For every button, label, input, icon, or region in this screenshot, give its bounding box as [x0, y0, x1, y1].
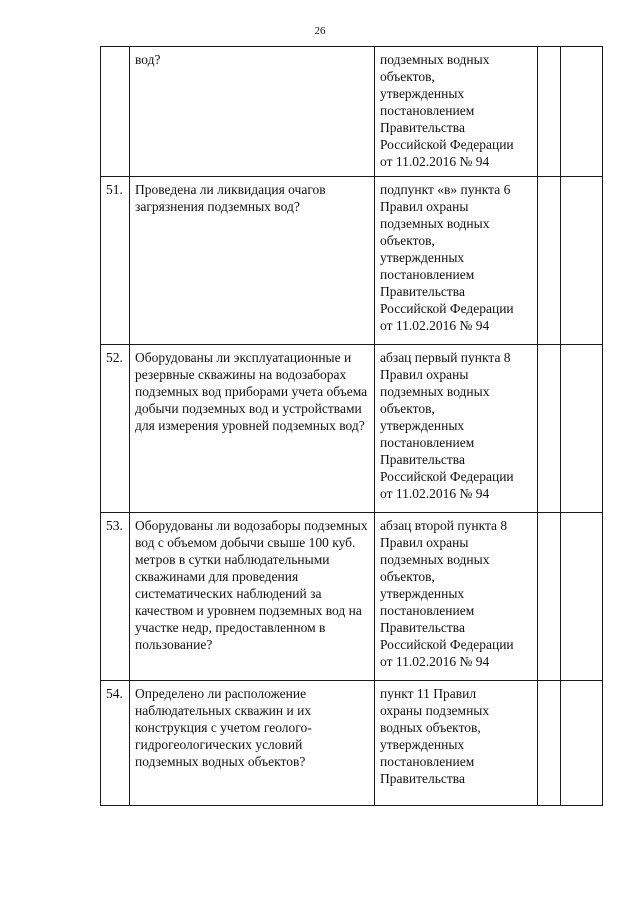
reference-line: от 11.02.2016 № 94 — [380, 486, 490, 501]
reference-line: Правительства — [380, 452, 465, 467]
note-cell[interactable] — [561, 513, 603, 681]
note-cell[interactable] — [561, 177, 603, 345]
reference-line: Правительства — [380, 120, 465, 135]
reference-line: объектов, — [380, 233, 435, 248]
reference-line: Правительства — [380, 771, 465, 786]
reference-cell — [375, 177, 538, 345]
reference-line: Правил охраны — [380, 199, 469, 214]
reference-line: Российской Федерации — [380, 637, 514, 652]
reference-line: объектов, — [380, 69, 435, 84]
reference-line: Правил охраны — [380, 535, 469, 550]
reference-line: от 11.02.2016 № 94 — [380, 154, 490, 169]
reference-line: постановлением — [380, 603, 475, 618]
reference-line: постановлением — [380, 103, 475, 118]
row-number: 54. — [101, 681, 130, 806]
reference-line: утвержденных — [380, 586, 465, 601]
reference-line: утвержденных — [380, 418, 465, 433]
question-cell: Оборудованы ли водозаборы подземных вод с объемом добычи свыше 100 куб. метров в сутки наблюдательными скважинами для проведения систематических наблюдений за качеством и уровнем подземных вод на участке недр, предоставленном в пользование? — [130, 513, 375, 681]
reference-line: пункт 11 Правил — [380, 686, 477, 701]
reference-line: подземных водных — [380, 52, 490, 67]
table-row — [101, 345, 603, 513]
reference-line: охраны подземных — [380, 703, 490, 718]
row-number: 52. — [101, 345, 130, 513]
question-cell: Оборудованы ли эксплуатационные и резервные скважины на водозаборах подземных вод приборами учета объема добычи подземных вод и устройствами для измерения уровней подземных вод? — [130, 345, 375, 513]
question-cell: Определено ли расположение наблюдательных скважин и их конструкция с учетом геолого-гидрогеологических условий подземных водных объектов? — [130, 681, 375, 806]
reference-line: Правительства — [380, 620, 465, 635]
reference-line: абзац первый пункта 8 — [380, 350, 511, 365]
reference-line: от 11.02.2016 № 94 — [380, 318, 490, 333]
reference-line: постановлением — [380, 754, 475, 769]
answer-cell[interactable] — [538, 345, 561, 513]
page-number: 26 — [314, 25, 326, 37]
reference-line: Правительства — [380, 284, 465, 299]
reference-cell — [375, 513, 538, 681]
answer-cell[interactable] — [538, 681, 561, 806]
answer-cell[interactable] — [538, 513, 561, 681]
note-cell[interactable] — [561, 681, 603, 806]
reference-line: подземных водных — [380, 216, 490, 231]
reference-line: подземных водных — [380, 552, 490, 567]
question-cell: Проведена ли ликвидация очагов загрязнения подземных вод? — [130, 177, 375, 345]
reference-line: подземных водных — [380, 384, 490, 399]
reference-line: Российской Федерации — [380, 137, 514, 152]
answer-cell[interactable] — [538, 47, 561, 177]
answer-cell[interactable] — [538, 177, 561, 345]
reference-line: водных объектов, — [380, 720, 481, 735]
question-cell: вод? — [130, 47, 375, 177]
reference-line: утвержденных — [380, 250, 465, 265]
table-row — [101, 513, 603, 681]
row-number: 51. — [101, 177, 130, 345]
reference-line: объектов, — [380, 569, 435, 584]
reference-line: Российской Федерации — [380, 301, 514, 316]
note-cell[interactable] — [561, 345, 603, 513]
row-number: 53. — [101, 513, 130, 681]
reference-line: подпункт «в» пункта 6 — [380, 182, 511, 197]
reference-line: постановлением — [380, 267, 475, 282]
reference-cell — [375, 681, 538, 806]
reference-line: постановлением — [380, 435, 475, 450]
reference-line: утвержденных — [380, 86, 465, 101]
checklist-table — [100, 46, 603, 806]
reference-line: Российской Федерации — [380, 469, 514, 484]
note-cell[interactable] — [561, 47, 603, 177]
reference-line: Правил охраны — [380, 367, 469, 382]
reference-cell — [375, 345, 538, 513]
row-number — [101, 47, 130, 177]
reference-cell — [375, 47, 538, 177]
table-row — [101, 681, 603, 806]
checklist-body — [101, 47, 603, 806]
reference-line: утвержденных — [380, 737, 465, 752]
table-row — [101, 177, 603, 345]
table-row — [101, 47, 603, 177]
reference-line: абзац второй пункта 8 — [380, 518, 508, 533]
reference-line: от 11.02.2016 № 94 — [380, 654, 490, 669]
reference-line: объектов, — [380, 401, 435, 416]
